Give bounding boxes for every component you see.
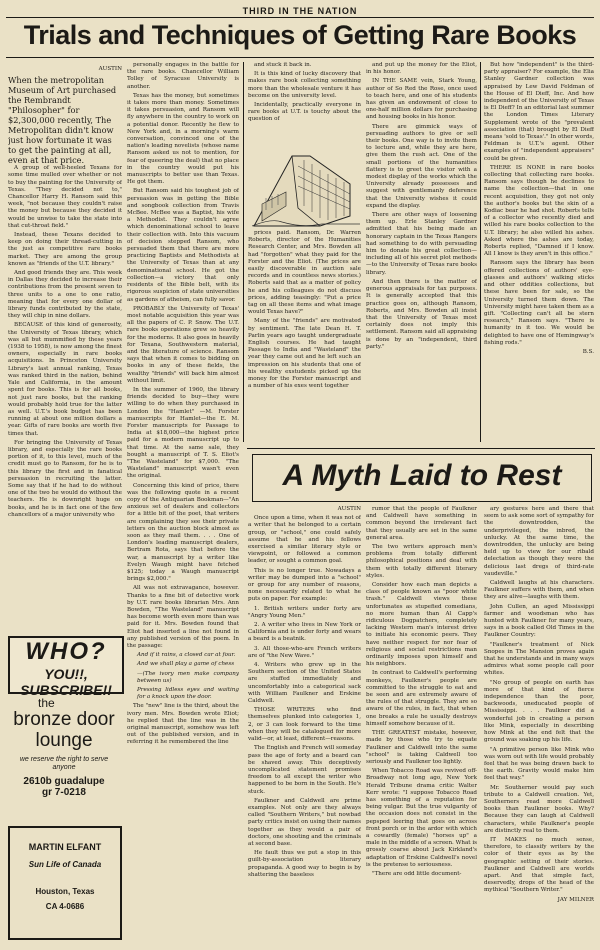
paragraph: THE GREATEST mistake, however, made by those who try to equate Faulkner and Caldwell into the same "school" is taking Caldwell too seriously and Faulkner too lightly. [366, 730, 477, 765]
paragraph: PROBABLY the University of Texas' most notable acquisition this year was all the papers of C. P. Snow. The U.T. rare books operations grew so heavily for the moderns. It also goes in heavily for Texana, Southwestern material, and the literature of science. Ransom says that when it comes to bidding on books in any of these fields, the wealthy "friends" will back him almost without limit. [127, 305, 239, 384]
elfant-ad [8, 826, 122, 940]
elfant-phone: CA 4-0686 [45, 902, 85, 911]
paragraph: IN THE SAME vein, Stark Young, author of So Red the Rose, once used to teach here, and one of his students has given an endowment of close to one-half million dollars for purchasing and housing books in his honor. [366, 78, 477, 121]
paragraph: It is this kind of lucky discovery that makes rare book collecting something more than the wholesale venture it has become on the university level. [248, 71, 361, 99]
top-rule [6, 17, 594, 18]
paragraph: Once upon a time, when it was not of a writer that he belonged to a certain group, or "school," one could safely assume that he and his fellows exercised a similar literary style or viewpoint, or followed a common leader, or sought a common goal. [248, 515, 361, 565]
paragraph: 2. A writer who lives in New York or California and is under forty and wears a beard is a beatnik. [248, 622, 361, 643]
section-label: THIRD IN THE NATION [242, 6, 358, 16]
paragraph: "There are odd little document- [372, 870, 462, 877]
paragraph: This is no longer true. Nowadays a writer may be dumped into a "school" or group for any number of reasons, none necessarily related to what he puts on paper. For example: [248, 567, 361, 603]
myth-title: A Myth Laid to Rest [282, 459, 562, 492]
paragraph: ary gestures here and there that seem to ask some sort of sympathy for the downtrodden, the underprivileged, the inbred, the unlucky. At the same time, the downtrodden, the unlucky are being held up to view for our ribald delectation as though they were the delicious last dregs of third-rate vaudeville." [484, 506, 594, 577]
bronze-line1: the [38, 696, 55, 710]
paragraph: But how "independent" is the third-party appraiser? For example, the Elia Stanley Gardner collection was appraised by Lew David Feldman of the House of El Dieff, Inc. And how independent of the University of Texas is El Dieff? In an editorial last summer the London Times Literary Supplement wrote of the "prevalent association (that) brought by El Dieff means 'sold to Texas'." In other words, Feldman is U.T.'s agent. Other examples of "independent appraisers" could be given. [484, 62, 594, 162]
paragraph: Consider how each man depicts a class of people known as "poor white trash." Caldwell views these unfortunates as stupefied comedians, no more human than Al Capp's ridiculous Dogpatchers, completely lacking Western man's interest drive to initiate his economic peers. They have neither respect for nor fear of religious and social restrictions man ordinarily imposes upon himself and his neighbors. [366, 582, 477, 668]
paragraph: rumor that the people of Faulkner and Caldwell have something in common beyond the irrelevant fact that they usually are set in the same general area. [366, 506, 477, 541]
rare-books-col-5 [484, 62, 594, 446]
poem-line: And if it rains, a closed car at four. [137, 652, 236, 659]
elfant-company: Sun Life of Canada [28, 860, 102, 869]
paragraph: THOSE WRITERS who find themselves plunked into categories 1, 2, or 3 can look forward to the time when they will be catalogued for more valid—or, at least, different—reasons. [248, 707, 361, 743]
paragraph: THERE IS NONE in rare books collecting that collecting rare books. Ransom says though he declines to name the collection—that in one recent acquisition, they got not only the author's books but the skin of a Kodiac bear he had shot. Roberts tells of a collector who recently died and willed his rare books collection to the U.T. library; he also willed his ashes. Asked where the ashes are today, Roberts replied, "Damned if I know. All I know is they aren't in this office." [484, 164, 594, 258]
who-subscribe-ad [8, 636, 124, 698]
paragraph: But Ransom said his toughest job of persuasion was in getting the Bible and songbook collection from Travis McBee. McBee was a Baptist, his wife a Methodist. They couldn't agree which denominational school to leave their collection with. Into this vacuum of decision stepped Ransom, who persuaded them that there are more practicing Baptists and Methodists at the University of Texas than at any denominational school. He got the collection—a victory that only residents of the Bible belt, with its rigorous suspicion of state universities as gardens of atheism, can fully savor. [127, 188, 239, 303]
bronze-line3: lounge [35, 730, 93, 751]
paragraph: Incidentally, practically everyone in rare books at U.T. is touchy about the question of [248, 102, 361, 123]
paragraph: The "new" line is the third, about the ivory men. Mrs. Bowden wrote Eliot; he replied that the line was in the original manuscript, somehow was left out of the published version, and in referring it he remembered the line [127, 703, 239, 746]
signature: B.S. [582, 348, 594, 355]
rare-books-col-3-top [248, 62, 361, 144]
rare-books-col-1 [8, 66, 122, 632]
paragraph: In the summer of 1960, the library friends decided to buy—they were willing to do when they purchased in London the "Hamlet" —M. Forster manuscripts for Hamlet—the E. M. Forster manuscripts for Passage to India at $18,000—the highest price paid for a modern manuscript up to that time. At the same sale, they bought a manuscript of T. S. Eliot's "The Wasteland" for $7,000. "The Wasteland" manuscript wasn't even the original. [127, 386, 239, 480]
myth-col-2 [366, 506, 477, 948]
paragraph: BECAUSE of this kind of generosity, the University of Texas library, which was all but mummified by these years (1938 to 1958), is now among the finest owners, especially in rare books acquisitions. In Princeton University Library's last annual ranking, Texas was ranked third in the nation, behind Yale and California, in the amount spent for books. This is for all books, not just rare books, but the ranking would probably hold true for the latter as well. U.T.'s book budget has been running at about one million dollars a year. Gifts of rare books are worth five times that. [8, 322, 122, 437]
paragraph: 1. British writers under forty are "Angry Young Men." [248, 605, 361, 619]
myth-col-3 [484, 506, 594, 948]
paragraph: prices paid. Ransom, Dr. Warren Roberts, director of the Humanities Research Center, and Mrs. Bowden all had "forgotten" what they paid for the Forster and the Eliot. (The prices are easily discoverable in auction sale records and in countless news stories.) Roberts said that as a matter of policy he and his colleagues do not discuss prices, adding teasingly: "Put a price tag on all these items and what image would Texas have?" [248, 230, 361, 316]
paragraph: and put up the money for the Eliot, in his honor. [366, 62, 477, 76]
rare-books-col-4 [366, 62, 477, 446]
signature: JAY MILNER [557, 896, 594, 903]
paragraph: Faulkner and Caldwell are prime examples. Not only are they always called "Southern Writers," but nowbad party critics insist on using their names together as they would a pair of doctors, one shooting and the criminals at second base. [248, 797, 361, 847]
elfant-name: MARTIN ELFANT [28, 842, 102, 852]
paragraph: "A primitive person like Mink who was worn out with life would probably feel that he was being drawn back to the earth. Gravity would make him feel that way." [484, 746, 594, 782]
bronze-phone: gr 7-0218 [42, 787, 86, 798]
elfant-city: Houston, Texas [35, 887, 95, 896]
paragraph: IT MAKES no much sense, therefore, to classify writers by the color of their eyes as by the geographic setting of their stories. Faulkner and Caldwell are worlds apart. And that simple fact, deservedly, drops of the head of the mythical "Southern Writer." [484, 836, 594, 894]
paragraph: personally engages in the battle for the rare books. Chancellor William Tolley of Syracuse University is another. [127, 62, 239, 90]
paragraph: And then there is the matter of generous appraisals for tax purposes. It is generally accepted that this practice goes on, although Ransom, Roberts, and Mrs. Bowden all insist that the University of Texas most certainly does not imply this settlement. Ransom said all appraising is done by an "independent, third party." [366, 278, 477, 350]
paragraph: "Faulkner's treatment of Nick Snopes in The Mansion proves again that he understands and in many ways admires what some people call poor whites. [484, 641, 594, 677]
paragraph: Instead, these Texans decided to keep on doing their thread-cutting in the just as competitive rare books market. They are among the group known as "friends of the U.T. library." [8, 232, 122, 267]
bronze-address: 2610b guadalupe [23, 776, 105, 787]
poem-line: —(The ivory men make company between us) [137, 670, 239, 684]
paragraph: Caldwell laughs at his characters. Faulkner suffers with them, and when they are alive—laughs with them. [484, 580, 594, 601]
paragraph: In contrast to Caldwell's performing monkeys, Faulkner's people are committed to the struggle to eat and be seen and are extremely aware of the rules of that struggle. They are so aware of the rules, in fact, that when one breaks a rule he usually destroys himself somehow because of it. [366, 670, 477, 727]
paragraph: A group of well-heeled Texans for some time mulled over whether or not to buy the painting for the University of Texas. "They decided not to," Chancellor Harry H. Ransom said this week, "not because they couldn't raise the money but because they decided it would be unwise to take the state into that cut-throat field." [8, 165, 122, 229]
rare-books-col-3-bottom [248, 230, 361, 446]
paragraph: And good friends they are. This week in Dallas they decided to increase their contributions from the present seven to three units to a one to one ratio, meaning that for every one dollar of library funds contributed by the state, they will chip in nine dollars. [8, 270, 122, 320]
paragraph: Texas has the money, but sometimes it takes more than money. Sometimes it takes persuasion, and Ransom will fly anywhere in the country to work on a potential donor. Recently he flew to New York and, in a morning's warm conversation, convinced one of the nation's leading novelists (whose name Ransom asked us not to mention, for fear of queering the deal) that no place in the country would put his manuscripts to better use than Texas. He got them. [127, 92, 239, 186]
who-ad-title: WHO? [25, 638, 107, 665]
column-rule [243, 62, 244, 442]
lead-paragraph: When the metropolitan Museum of Art purchased the Rembrandt "Philosopher" for $2,300,000 recently, The Metropolitan didn't know just how fortunate it was to get the painting at all, even at that price. [8, 75, 117, 166]
paragraph: Concerning this kind of price, there was the following quote in a recent copy of the Antiquarian Bookman—"An anxious set of dealers and collectors for a little bit of the poet, that writers are complaining they see their private letters on the auction block almost as soon as they mail them. . . . One of London's leading manuscript dealers, Bertram Rota, says that before the war, a manuscript by a writer like Evelyn Waugh might have fetched $125; today a Waugh manuscript brings $2,000." [127, 482, 239, 583]
byline: AUSTIN [98, 66, 122, 72]
paragraph: There are other ways of loosening them up. Erle Stanley Gardner admitted that his being made an honorary captain in the Texas Rangers had something to do with persuading him to donate his great collection—including all of his secret plot methods—to the University of Texas rare books library. [366, 212, 477, 276]
myth-col-1 [248, 506, 361, 948]
paragraph: 3. All those-who-are French writers are of "the New Wave." [248, 645, 361, 659]
paragraph: The English and French will someday pass the age of forty and a beard can be shaved away. This deceptively uncomplicated statement promises freedom to all except the writer who happened to be born in the South. He's stuck. [248, 745, 361, 795]
headline: Trials and Techniques of Getting Rare Books [23, 20, 577, 50]
headline-rule [6, 57, 594, 58]
myth-top-rule [247, 448, 595, 449]
bronze-door-ad [8, 696, 120, 806]
poem-line: Pressing lidless eyes and waiting for a knock upon the door. [137, 687, 239, 701]
myth-title-box [252, 454, 592, 502]
paragraph: "No group of people on earth has more of that kind of fierce independence than the poor, backwoods, uneducated people of Mississippi. . . . Faulkner did a wonderful job in creating a person like Mink, especially in describing how Mink at the end felt that the ground was soaking up his life. [484, 679, 594, 744]
paragraph: For bringing the University of Texas library, and especially the rare books portion of it, to this level, much of the credit must go to Ransom, for he is to this library the first and in fanatical persuasion in recruiting the latter. Some say that if he had to do without one of the two he would do without the teachers. He is downright huge on books, and he is in fact one of the few chancellors of a major university who [8, 439, 122, 518]
byline: AUSTIN [337, 506, 361, 512]
paragraph: The two writers approach men's problems from totally different philosophical positions and deal with them with totally different literary styles. [366, 544, 477, 579]
rare-books-col-2 [127, 62, 239, 948]
paragraph: He fault thus we put a stop in this guilt-by-association literary propaganda. A good way to begin is by shattering the baseless [248, 850, 361, 878]
paragraph: All was not extravagance, however. Thanks to a fine bit of detective work by U.T. rare books librarian Mrs. Ann Bowden, "The Wasteland" manuscript has become worth even more than was paid for it. Mrs. Bowden found that Eliot had inserted a line not found in any published version of the poem. In the passage: [127, 585, 239, 650]
poem-line: And we shall play a game of chess [137, 661, 235, 668]
bronze-line2: bronze door [13, 709, 115, 730]
paragraph: Mr. Southerner would pay such tribute to a Caldwell creation. Yet, Southerners read more Caldwell books than Faulkner books. Why? Because they can laugh at Caldwell characters, while Faulkner's people are distinctly real to them. [484, 784, 594, 834]
who-ad-subtitle: YOU!!, SUBSCRIBE!! [20, 666, 112, 698]
paragraph: and stuck it back in. [254, 62, 312, 68]
paragraph: 4. Writers who grew up in the Southern section of the United States are stuffed immediately and uncomfortably into a categorical sack with William Faulkner and Erskine Caldwell. [248, 662, 361, 705]
paragraph: When Tobacco Road was revived off-Broadway not long ago, New York Herald Tribune drama critic Walter Kerr wrote: "I suppose Tobacco Road has something of a reputation for being vulgar. But the true vulgarity of the occasion does not consist in the pepsped leering that goes on across front porch or in the ardor with which a cowardly (female) "horses up" a male in the middle of a screen. What is grossly coarse about Jack Kirkland's adaptation of Erskine Caldwell's novel is the pretense to seriousness. [366, 768, 477, 868]
column-rule [480, 62, 481, 442]
bronze-tagline: we reserve the right to serve anyone [19, 756, 109, 771]
paragraph: There are gimmick ways of persuading authors to give or sell their books. One way is to invite them to lecture and, while they are here, give them the rush act. One of the small portions of the humanities flattery is to greet the visitor with a modest display of the works which the University already possesses and suggest with gentlemanly deference that the University wishes it could expand the display. [366, 123, 477, 209]
paragraph: John Cullen, an aged Mississippi farmer and woodsman who has hunted with Faulkner for many years, says in a book called Old Times in the Faulkner Country: [484, 603, 594, 639]
paragraph: Ransom says the library has been offered collections of authors' eye-glasses and authors' walking sticks and other oddities collections, but these have been for sale, so the University turned them down. The University might have taken them as a gift. "Collecting can't all be stern research," Ransom says. "There is humanity in it too. We would be delighted to have one of Hemingway's fishing rods." [484, 260, 594, 346]
library-sketch [252, 146, 360, 228]
paragraph: Many of the "friends" are motivated by sentiment. The late Dean H. T. Parlin years ago taught undergraduate English courses. He had taught Passage to India and "Wasteland" the year they came out and he left such an impression on his students that one of his wealthy exstudents picked up the money for the Forster manuscript and a number of his exes went together [248, 318, 361, 390]
